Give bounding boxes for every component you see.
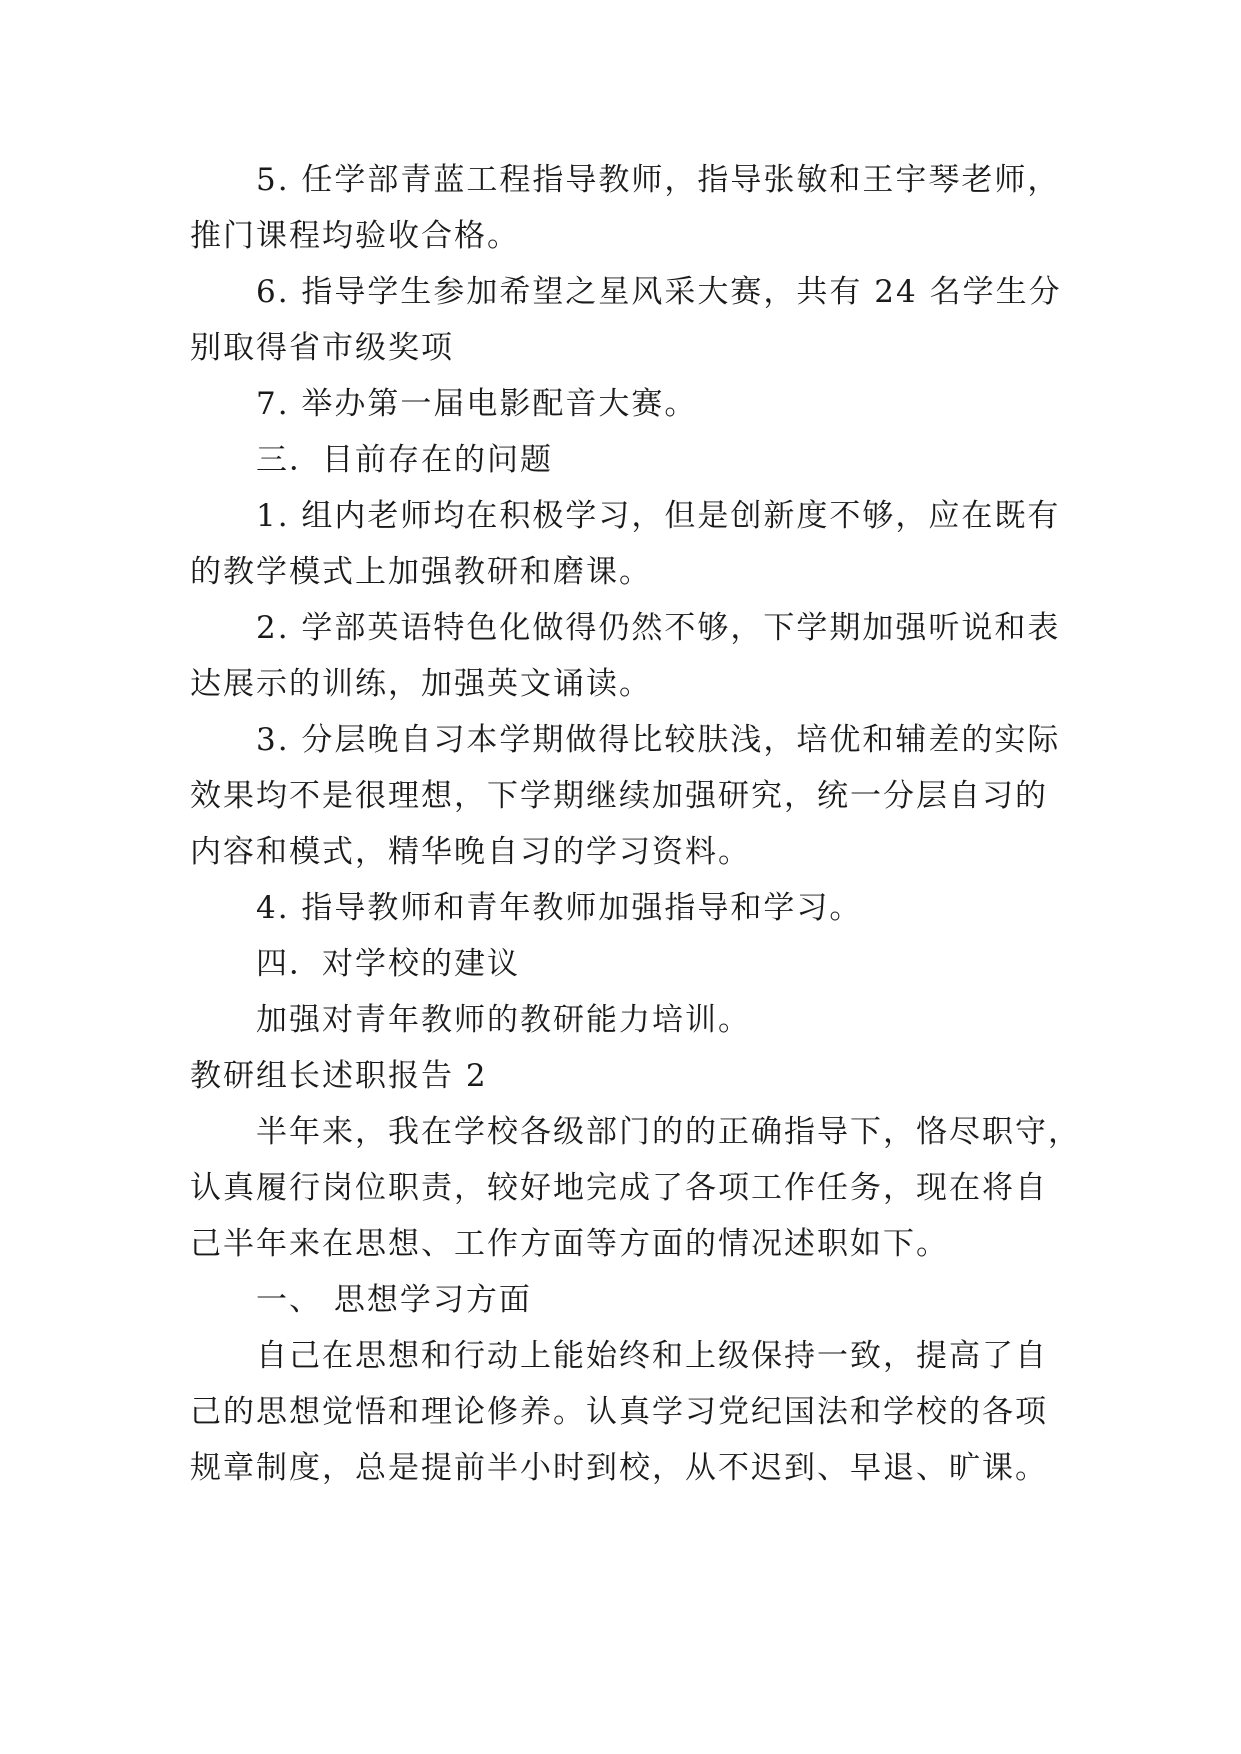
text-line: 别取得省市级奖项 xyxy=(190,330,454,366)
text-line: 2. 学部英语特色化做得仍然不够，下学期加强听说和表 xyxy=(256,610,1061,646)
text-line: 效果均不是很理想，下学期继续加强研究，统一分层自习的 xyxy=(190,778,1048,814)
text-line: 3. 分层晚自习本学期做得比较肤浅，培优和辅差的实际 xyxy=(256,722,1061,758)
report-title: 教研组长述职报告 2 xyxy=(190,1058,488,1094)
text-line: 加强对青年教师的教研能力培训。 xyxy=(256,1002,751,1038)
text-line: 规章制度，总是提前半小时到校，从不迟到、早退、旷课。 xyxy=(190,1450,1048,1486)
text-line: 4. 指导教师和青年教师加强指导和学习。 xyxy=(256,890,863,926)
text-line: 认真履行岗位职责，较好地完成了各项工作任务，现在将自 xyxy=(190,1170,1048,1206)
text-line: 己的思想觉悟和理论修养。认真学习党纪国法和学校的各项 xyxy=(190,1394,1048,1430)
text-line: 内容和模式，精华晚自习的学习资料。 xyxy=(190,834,751,870)
section-heading: 三．目前存在的问题 xyxy=(256,442,553,478)
text-line: 己半年来在思想、工作方面等方面的情况述职如下。 xyxy=(190,1226,949,1262)
section-heading: 四．对学校的建议 xyxy=(256,946,520,982)
text-line: 1. 组内老师均在积极学习，但是创新度不够，应在既有 xyxy=(256,498,1061,534)
text-line: 7. 举办第一届电影配音大赛。 xyxy=(256,386,698,422)
text-line: 推门课程均验收合格。 xyxy=(190,218,520,254)
section-heading: 一、 思想学习方面 xyxy=(256,1282,532,1318)
text-line: 5. 任学部青蓝工程指导教师，指导张敏和王宇琴老师， xyxy=(256,162,1061,198)
text-line: 半年来，我在学校各级部门的的正确指导下，恪尽职守， xyxy=(256,1114,1081,1150)
text-line: 自己在思想和行动上能始终和上级保持一致，提高了自 xyxy=(256,1338,1048,1374)
text-line: 的教学模式上加强教研和磨课。 xyxy=(190,554,652,590)
text-line: 达展示的训练，加强英文诵读。 xyxy=(190,666,652,702)
text-line: 6. 指导学生参加希望之星风采大赛，共有 24 名学生分 xyxy=(256,274,1062,310)
